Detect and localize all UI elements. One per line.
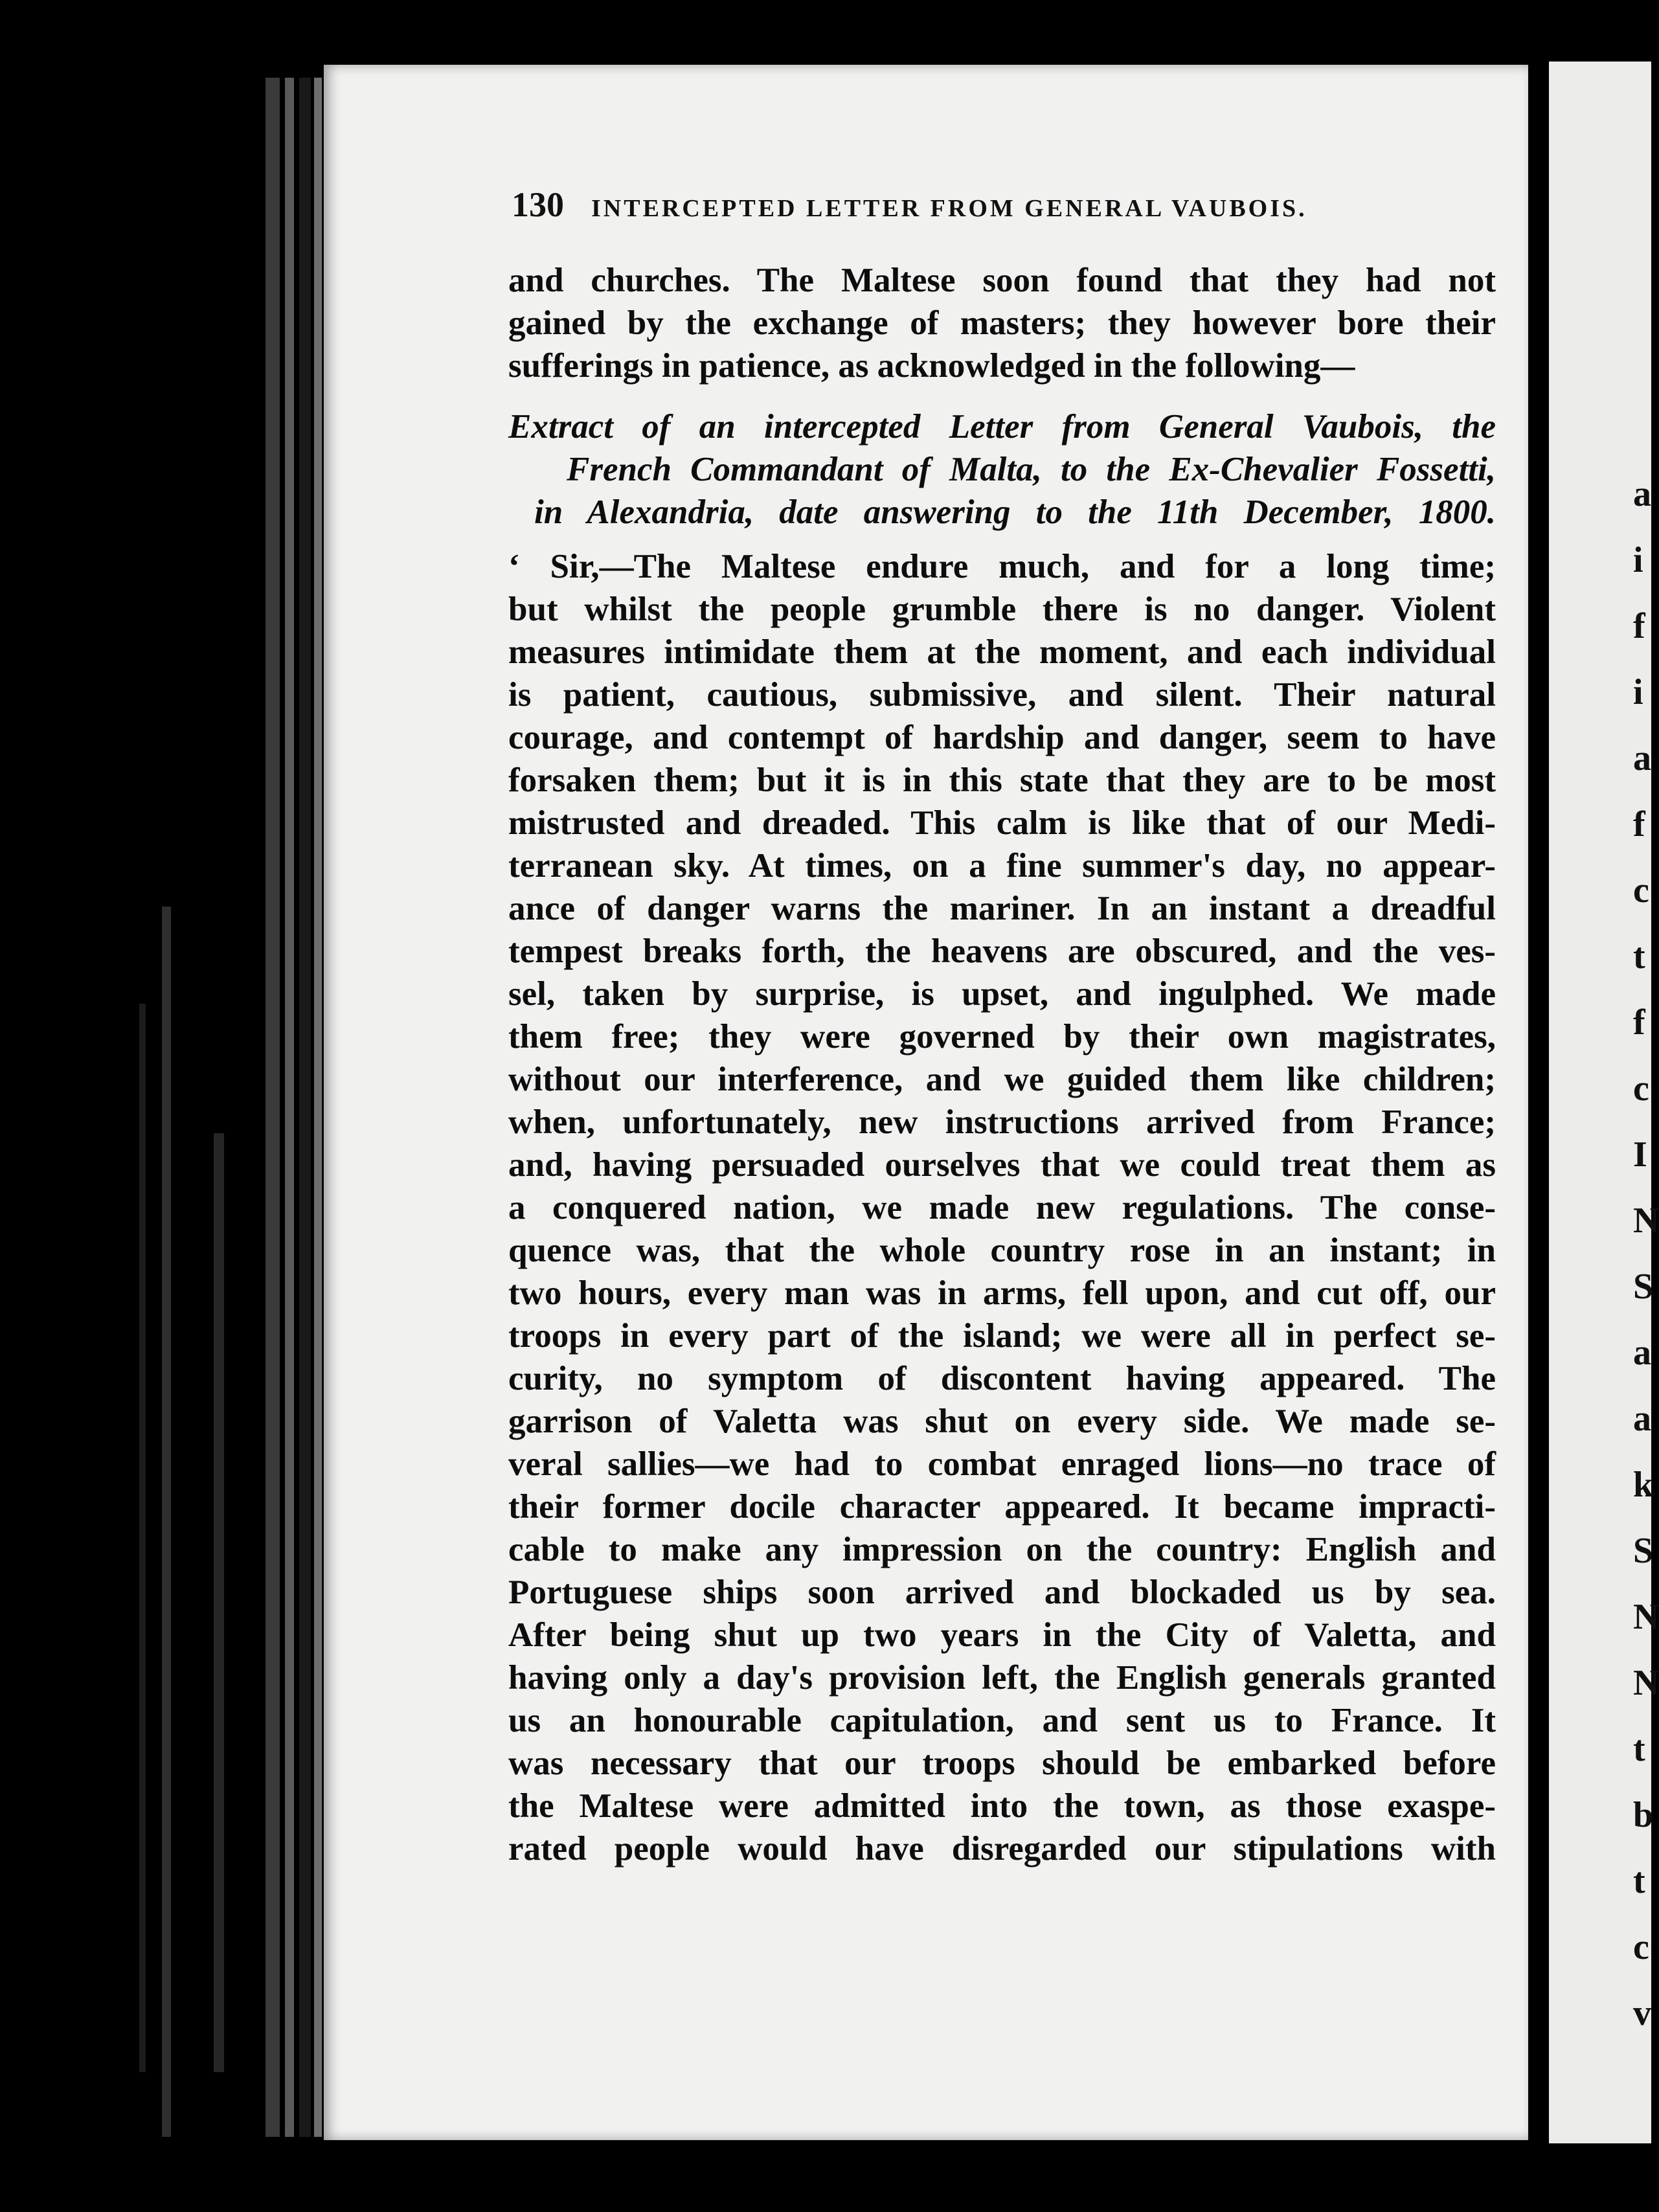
text-line: was necessary that our troops should be embarked before [508,1744,1496,1782]
facing-page-fragment: f [1633,804,1645,844]
facing-page-fragment: I [1633,1134,1647,1175]
text-line: curity, no symptom of discontent having appeared. The [508,1360,1496,1397]
text-line: tempest breaks forth, the heavens are obscured, and the ves- [508,932,1496,970]
book-binding [0,0,324,2212]
text-line: and, having persuaded ourselves that we could treat them as [508,1146,1496,1184]
facing-page-fragment: S [1633,1531,1654,1571]
text-line: measures intimidate them at the moment, and each individual [508,633,1496,671]
text-line: After being shut up two years in the City of Valetta, and [508,1616,1496,1654]
page-number: 130 [512,185,564,224]
text-line: Portuguese ships soon arrived and blockaded us by sea. [508,1574,1496,1611]
text-line: is patient, cautious, submissive, and silent. Their natural [508,676,1496,714]
facing-page-fragment: i [1633,540,1643,580]
text-line: having only a day's provision left, the English generals granted [508,1659,1496,1697]
facing-page-fragment: a [1633,1333,1651,1373]
facing-page-fragment: t [1633,936,1645,976]
facing-page-fragment: a [1633,1399,1651,1439]
facing-page-edge [1549,62,1659,2143]
text-line: when, unfortunately, new instructions arrived from France; [508,1103,1496,1141]
text-line: rated people would have disregarded our stipulations with [508,1830,1496,1868]
text-line: two hours, every man was in arms, fell upon, and cut off, our [508,1274,1496,1312]
facing-page-fragment: a [1633,738,1651,778]
running-head-title: INTERCEPTED LETTER FROM GENERAL VAUBOIS. [591,195,1307,222]
text-line: garrison of Valetta was shut on every side. We made se- [508,1403,1496,1440]
page-edge [214,1133,224,2072]
facing-page-fragment: S [1633,1267,1654,1307]
facing-page-fragment: v [1633,1993,1651,2033]
heading-line: French Commandant of Malta, to the Ex-Chevalier Fossetti, [567,451,1496,488]
text-line: sufferings in patience, as acknowledged in the following— [508,347,1355,385]
text-line: them free; they were governed by their own magistrates, [508,1018,1496,1055]
facing-page-fragment: k [1633,1465,1654,1505]
text-line: a conquered nation, we made new regulations. The conse- [508,1189,1496,1226]
facing-page-fragment: N [1633,1597,1659,1637]
heading-line: Extract of an intercepted Letter from General Vaubois, the [508,408,1496,446]
intro-paragraph [508,259,1496,387]
book-page [324,65,1528,2140]
running-header [512,185,1431,225]
text-line: the Maltese were admitted into the town, as those exaspe- [508,1787,1496,1825]
page-edge [162,907,171,2137]
facing-page-fragment: c [1633,1927,1649,1967]
facing-page-fragment: f [1633,1002,1645,1043]
page-edge [314,78,322,2137]
text-line: terranean sky. At times, on a fine summer's day, no appear- [508,847,1496,885]
text-line: without our interference, and we guided them like children; [508,1061,1496,1098]
facing-page-fragment: i [1633,672,1643,712]
text-line: their former docile character appeared. It became impracti- [508,1488,1496,1526]
page-body [508,259,1496,1870]
text-line: cable to make any impression on the country: English and [508,1531,1496,1568]
text-line: gained by the exchange of masters; they however bore their [508,304,1496,342]
text-line: troops in every part of the island; we were all in perfect se- [508,1317,1496,1355]
page-edge [139,1004,146,2072]
facing-page-fragment: f [1633,606,1645,646]
letter-heading [508,405,1496,534]
heading-line: in Alexandria, date answering to the 11th December, 1800. [534,493,1496,531]
facing-page-fragment: c [1633,1068,1649,1109]
text-line: but whilst the people grumble there is no danger. Violent [508,591,1496,628]
facing-page-fragment: c [1633,870,1649,910]
text-line: veral sallies—we had to combat enraged lions—no trace of [508,1445,1496,1483]
text-line: ‘ Sir,—The Maltese endure much, and for a long time; [508,548,1496,585]
letter-body [508,545,1496,1870]
text-line: sel, taken by surprise, is upset, and ingulphed. We made [508,975,1496,1013]
text-line: ance of danger warns the mariner. In an instant a dreadful [508,890,1496,927]
facing-page-fragment: a [1633,474,1651,514]
text-line: forsaken them; but it is in this state that they are to be most [508,762,1496,799]
facing-page-fragment: t [1633,1729,1645,1769]
text-line: and churches. The Maltese soon found that they had not [508,262,1496,299]
text-line: quence was, that the whole country rose in an instant; in [508,1232,1496,1269]
text-line: courage, and contempt of hardship and danger, seem to have [508,719,1496,756]
page-edge [285,78,294,2137]
facing-page-fragment: t [1633,1861,1645,1901]
facing-page-fragment: N [1633,1663,1659,1703]
facing-page-fragment: N [1633,1201,1659,1241]
page-edge [299,78,311,2137]
text-line: us an honourable capitulation, and sent us to France. It [508,1702,1496,1739]
page-edge [265,78,280,2137]
text-line: mistrusted and dreaded. This calm is like that of our Medi- [508,804,1496,842]
facing-page-fragment: b [1633,1795,1654,1835]
